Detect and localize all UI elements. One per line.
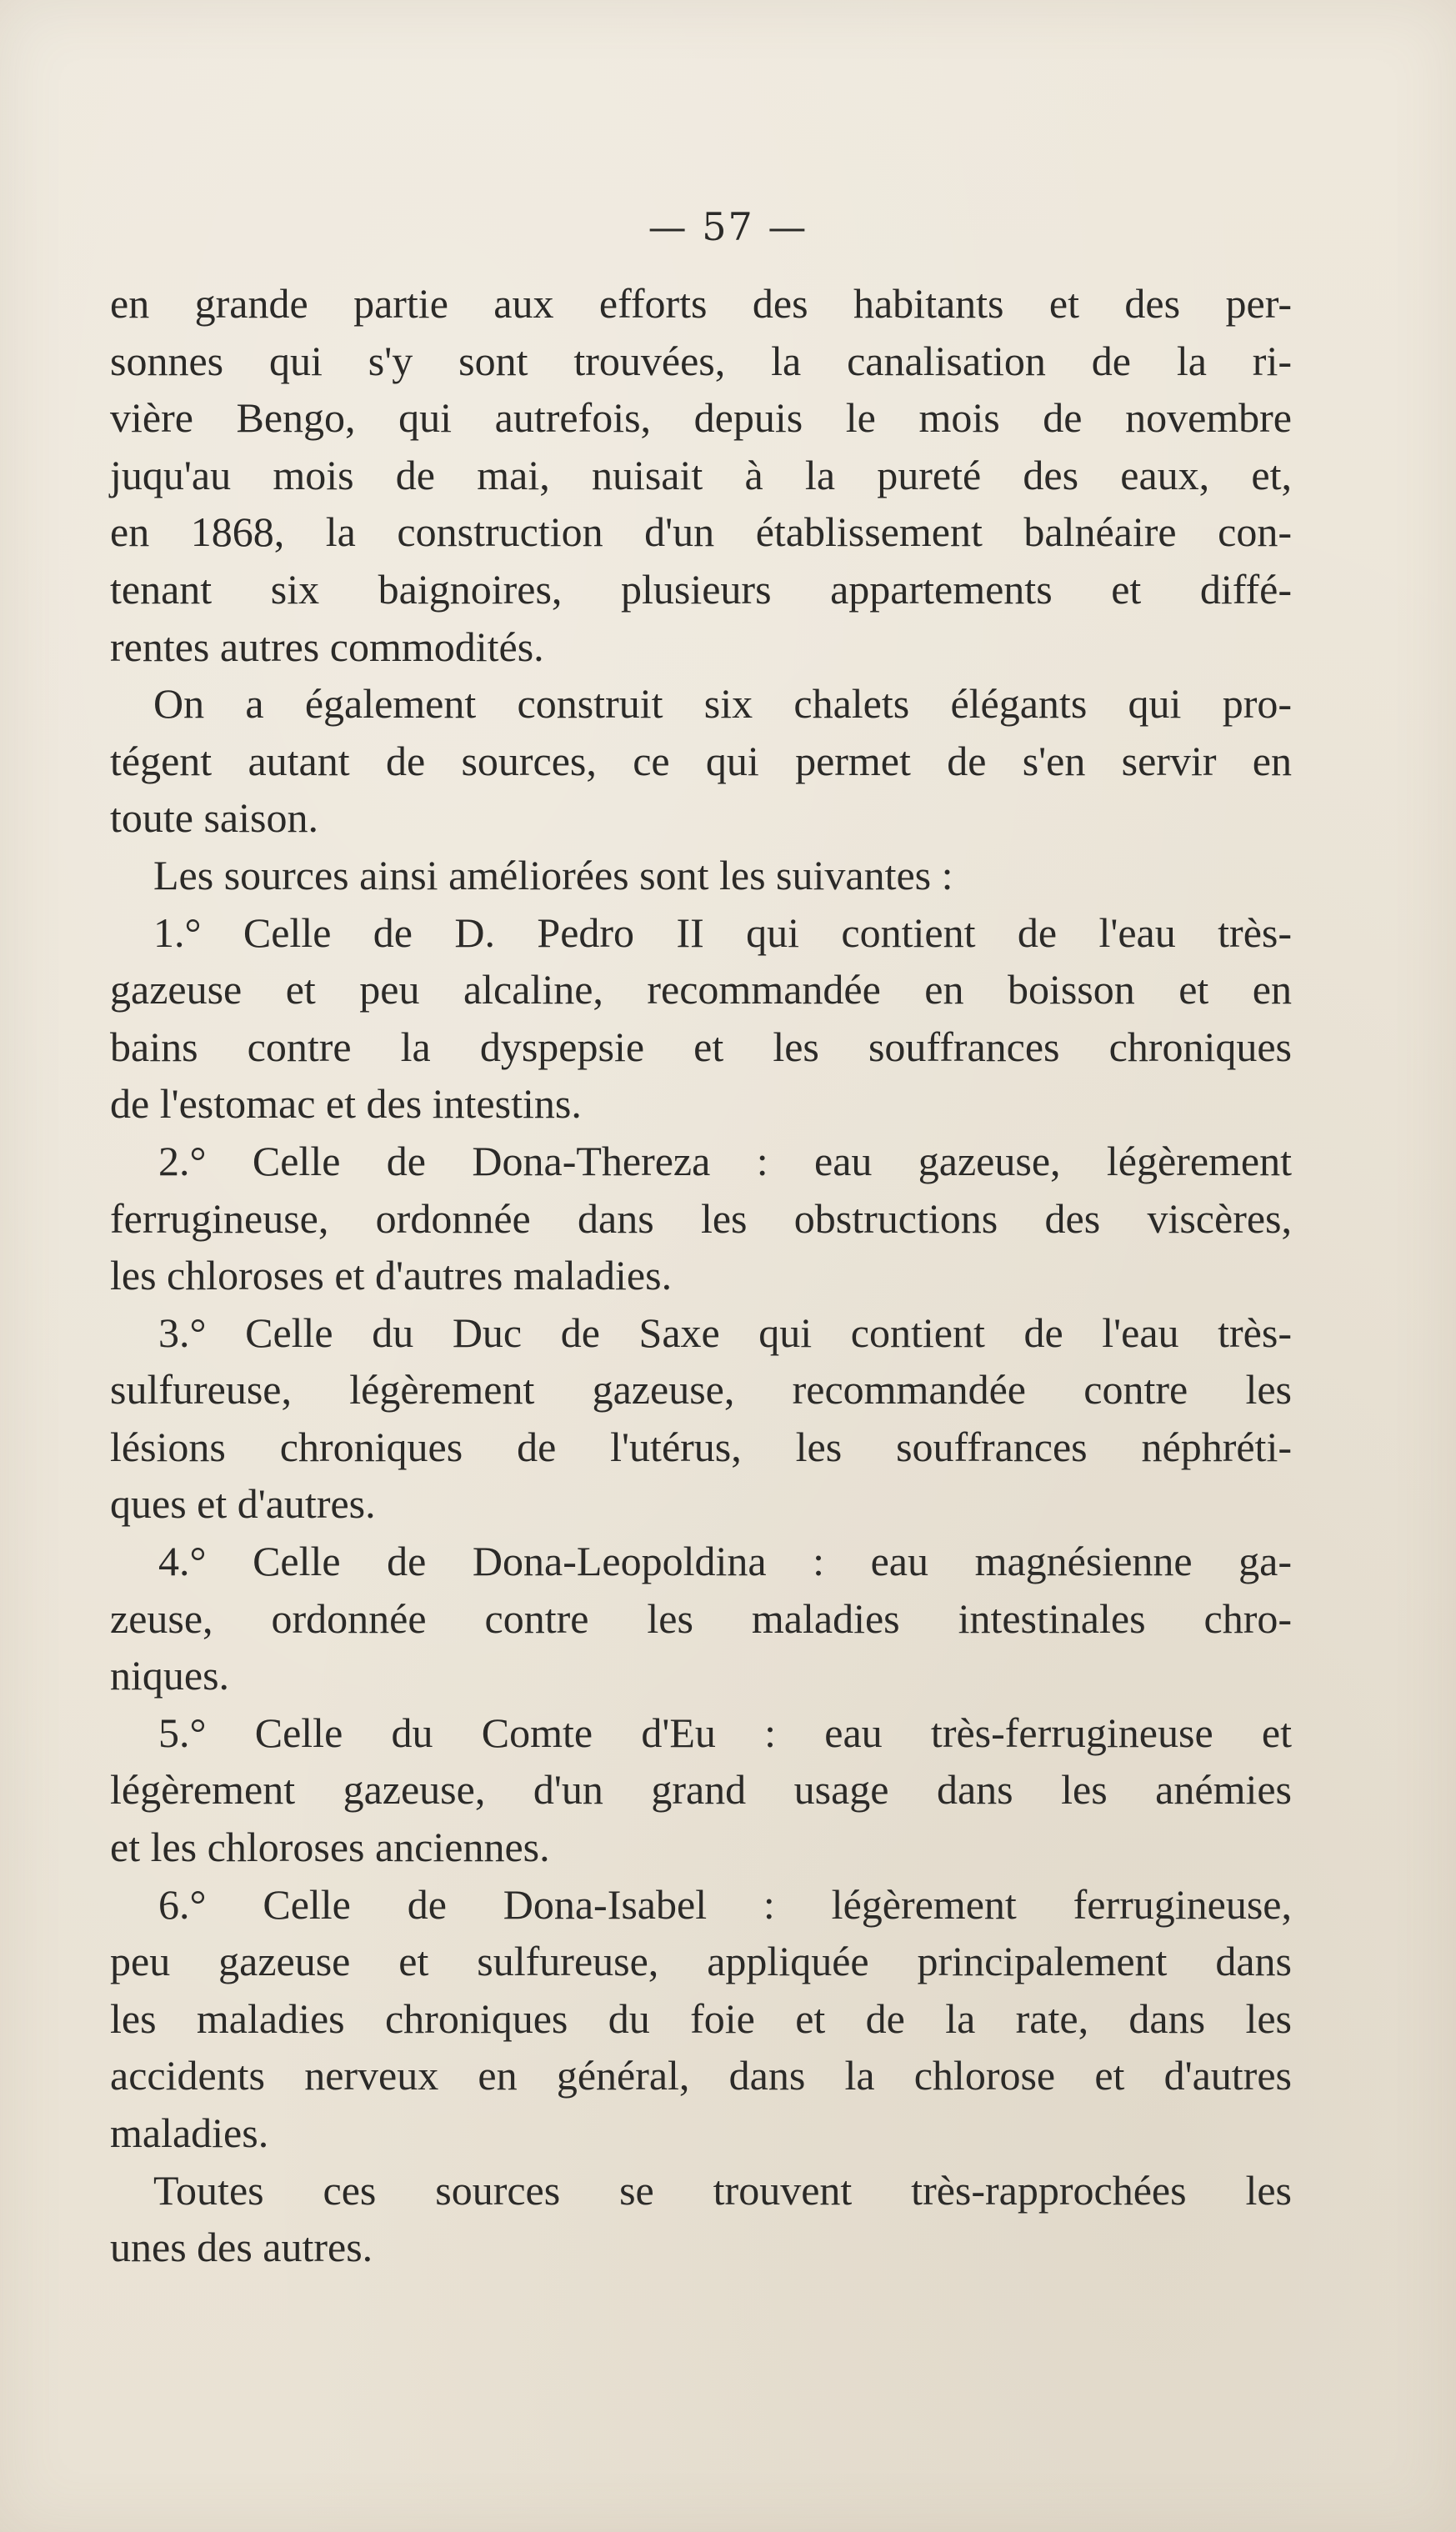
text-line: Les sources ainsi améliorées sont les suivantes : [153,851,953,898]
text-line: vière Bengo, qui autrefois, depuis le mois de novembre [110,394,1292,442]
text-line: juqu'au mois de mai, nuisait à la pureté des eaux, et, [110,451,1292,498]
text-line: les maladies chroniques du foie et de la rate, dans les [110,1994,1292,2042]
text-line: en 1868, la construction d'un établissement balnéaire con- [110,508,1292,556]
text-line: gazeuse et peu alcaline, recommandée en boisson et en [110,966,1292,1013]
text-line: rentes autres commodités. [110,623,544,670]
text-line: On a également construit six chalets élégants qui pro- [153,680,1292,728]
text-line: de l'estomac et des intestins. [110,1080,582,1128]
text-line: unes des autres. [110,2224,373,2271]
text-line: 1.° Celle de D. Pedro II qui contient de l'eau très- [153,908,1292,956]
text-line: ques et d'autres. [110,1480,376,1528]
text-line: niques. [110,1652,230,1699]
text-line: et les chloroses anciennes. [110,1824,550,1871]
text-line: ferrugineuse, ordonnée dans les obstructions des viscères, [110,1194,1292,1242]
text-line: lésions chroniques de l'utérus, les souffrances néphréti- [110,1423,1292,1470]
text-line: 3.° Celle du Duc de Saxe qui contient de l'eau très- [158,1309,1292,1356]
text-line: 5.° Celle du Comte d'Eu : eau très-ferrugineuse et [158,1709,1292,1756]
text-line: sulfureuse, légèrement gazeuse, recommandée contre les [110,1366,1292,1414]
text-line: légèrement gazeuse, d'un grand usage dans les anémies [110,1766,1292,1814]
text-line: 6.° Celle de Dona-Isabel : légèrement ferrugineuse, [158,1880,1292,1928]
text-line: 4.° Celle de Dona-Leopoldina : eau magnésienne ga- [158,1538,1292,1585]
text-line: Toutes ces sources se trouvent très-rapprochées les [153,2166,1292,2214]
text-line: sonnes qui s'y sont trouvées, la canalisation de la ri- [110,337,1292,384]
text-line: bains contre la dyspepsie et les souffrances chroniques [110,1023,1292,1070]
body-text [110,275,1292,2276]
text-line: en grande partie aux efforts des habitants et des per- [110,280,1292,327]
text-line: toute saison. [110,794,318,842]
text-line: tenant six baignoires, plusieurs appartements et diffé- [110,565,1292,613]
text-line: zeuse, ordonnée contre les maladies intestinales chro- [110,1594,1292,1642]
text-line: 2.° Celle de Dona-Thereza : eau gazeuse, légèrement [158,1137,1292,1184]
text-line: les chloroses et d'autres maladies. [110,1252,673,1299]
page-number: — 57 — [648,204,808,249]
text-line: tégent autant de sources, ce qui permet de s'en servir en [110,737,1292,784]
text-line: accidents nerveux en général, dans la chlorose et d'autres [110,2052,1292,2099]
text-line: maladies. [110,2109,269,2156]
text-line: peu gazeuse et sulfureuse, appliquée principalement dans [110,1938,1292,1985]
